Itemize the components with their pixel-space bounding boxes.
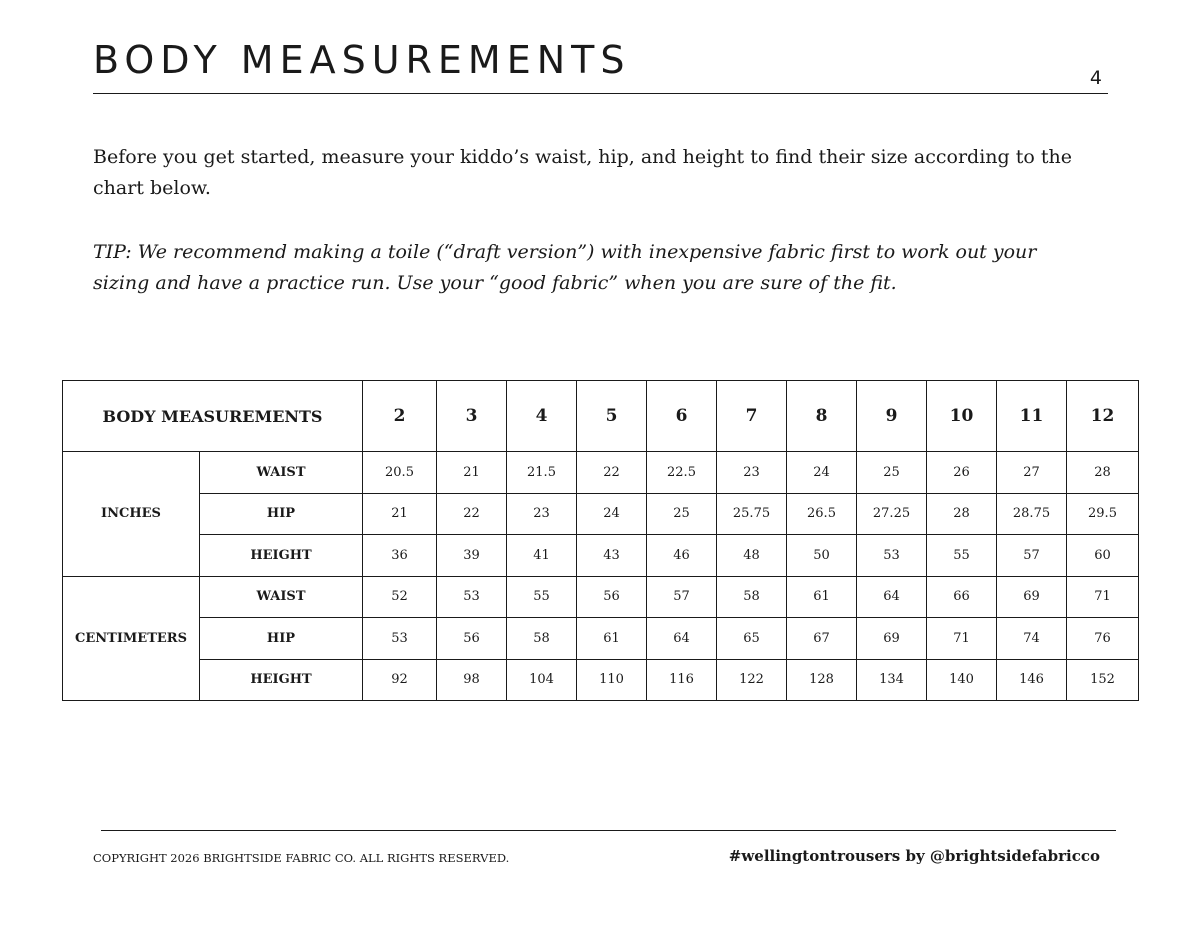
size-chart-table: [62, 380, 1139, 701]
measurement-value-cell: 52: [363, 576, 437, 618]
measurement-label-waist: WAIST: [200, 452, 363, 494]
page-title: BODY MEASUREMENTS: [93, 38, 631, 82]
size-header-cell: 10: [927, 381, 997, 452]
measurement-value-cell: 60: [1067, 535, 1139, 577]
measurement-value-cell: 46: [647, 535, 717, 577]
measurement-value-cell: 25: [857, 452, 927, 494]
measurement-value-cell: 61: [577, 618, 647, 660]
table-row: [63, 659, 1139, 701]
table-row: [63, 618, 1139, 660]
measurement-value-cell: 48: [717, 535, 787, 577]
measurement-value-cell: 22.5: [647, 452, 717, 494]
measurement-value-cell: 20.5: [363, 452, 437, 494]
measurement-value-cell: 65: [717, 618, 787, 660]
size-header-cell: 4: [507, 381, 577, 452]
measurement-value-cell: 152: [1067, 659, 1139, 701]
measurement-value-cell: 61: [787, 576, 857, 618]
measurement-value-cell: 21: [437, 452, 507, 494]
measurement-value-cell: 69: [997, 576, 1067, 618]
measurement-value-cell: 92: [363, 659, 437, 701]
table-header-label: BODY MEASUREMENTS: [63, 381, 363, 452]
measurement-value-cell: 53: [857, 535, 927, 577]
measurement-value-cell: 43: [577, 535, 647, 577]
measurement-value-cell: 66: [927, 576, 997, 618]
size-chart-body: [63, 452, 1139, 701]
unit-label-centimeters: CENTIMETERS: [63, 576, 200, 701]
intro-paragraph: Before you get started, measure your kiddo’s waist, hip, and height to find their size according to the chart below.: [93, 146, 1072, 199]
measurement-value-cell: 58: [507, 618, 577, 660]
measurement-value-cell: 146: [997, 659, 1067, 701]
measurement-value-cell: 28: [927, 493, 997, 535]
measurement-value-cell: 58: [717, 576, 787, 618]
measurement-value-cell: 55: [927, 535, 997, 577]
measurement-value-cell: 36: [363, 535, 437, 577]
measurement-value-cell: 29.5: [1067, 493, 1139, 535]
size-header-cell: 6: [647, 381, 717, 452]
measurement-value-cell: 122: [717, 659, 787, 701]
size-header-cell: 2: [363, 381, 437, 452]
measurement-value-cell: 57: [647, 576, 717, 618]
measurement-value-cell: 41: [507, 535, 577, 577]
measurement-value-cell: 21.5: [507, 452, 577, 494]
hashtag-credit: #wellingtontrousers by @brightsidefabricco: [728, 847, 1100, 865]
size-header-row: [63, 381, 1139, 452]
measurement-value-cell: 71: [1067, 576, 1139, 618]
measurement-value-cell: 110: [577, 659, 647, 701]
measurement-value-cell: 69: [857, 618, 927, 660]
measurement-value-cell: 24: [577, 493, 647, 535]
title-divider: [93, 93, 1108, 94]
size-header-cell: 3: [437, 381, 507, 452]
measurement-value-cell: 24: [787, 452, 857, 494]
measurement-label-hip: HIP: [200, 618, 363, 660]
measurement-value-cell: 26: [927, 452, 997, 494]
measurement-value-cell: 27.25: [857, 493, 927, 535]
measurement-label-height: HEIGHT: [200, 659, 363, 701]
measurement-value-cell: 22: [437, 493, 507, 535]
measurement-value-cell: 39: [437, 535, 507, 577]
footer-divider: [101, 830, 1116, 831]
copyright-notice: COPYRIGHT 2026 BRIGHTSIDE FABRIC CO. ALL RIGHTS RESERVED.: [93, 851, 510, 865]
measurement-value-cell: 23: [717, 452, 787, 494]
measurement-value-cell: 56: [437, 618, 507, 660]
measurement-value-cell: 53: [437, 576, 507, 618]
measurement-label-height: HEIGHT: [200, 535, 363, 577]
measurement-value-cell: 56: [577, 576, 647, 618]
size-header-cell: 7: [717, 381, 787, 452]
measurement-value-cell: 21: [363, 493, 437, 535]
measurement-value-cell: 128: [787, 659, 857, 701]
size-header-cell: 9: [857, 381, 927, 452]
measurement-value-cell: 134: [857, 659, 927, 701]
measurement-value-cell: 23: [507, 493, 577, 535]
size-header-cell: 11: [997, 381, 1067, 452]
measurement-value-cell: 27: [997, 452, 1067, 494]
table-row: [63, 452, 1139, 494]
measurement-value-cell: 50: [787, 535, 857, 577]
measurement-value-cell: 57: [997, 535, 1067, 577]
size-header-cell: 5: [577, 381, 647, 452]
measurement-value-cell: 140: [927, 659, 997, 701]
unit-label-inches: INCHES: [63, 452, 200, 577]
measurement-value-cell: 71: [927, 618, 997, 660]
measurement-value-cell: 26.5: [787, 493, 857, 535]
page-number: 4: [1089, 67, 1102, 89]
measurement-value-cell: 25.75: [717, 493, 787, 535]
tip-paragraph: TIP: We recommend making a toile (“draft version”) with inexpensive fabric first to work out your sizing and have a practice run. Use your “good fabric” when you are sure of the fit.: [93, 241, 1037, 294]
measurement-label-waist: WAIST: [200, 576, 363, 618]
measurement-value-cell: 76: [1067, 618, 1139, 660]
measurement-value-cell: 55: [507, 576, 577, 618]
size-header-cell: 12: [1067, 381, 1139, 452]
size-header-cell: 8: [787, 381, 857, 452]
measurement-value-cell: 98: [437, 659, 507, 701]
measurement-value-cell: 28: [1067, 452, 1139, 494]
measurement-value-cell: 64: [857, 576, 927, 618]
measurement-value-cell: 104: [507, 659, 577, 701]
table-row: [63, 535, 1139, 577]
measurement-value-cell: 25: [647, 493, 717, 535]
measurement-value-cell: 64: [647, 618, 717, 660]
table-row: [63, 493, 1139, 535]
measurement-value-cell: 67: [787, 618, 857, 660]
measurement-value-cell: 74: [997, 618, 1067, 660]
measurement-value-cell: 22: [577, 452, 647, 494]
measurement-value-cell: 28.75: [997, 493, 1067, 535]
measurement-value-cell: 53: [363, 618, 437, 660]
table-row: [63, 576, 1139, 618]
measurement-label-hip: HIP: [200, 493, 363, 535]
measurement-value-cell: 116: [647, 659, 717, 701]
